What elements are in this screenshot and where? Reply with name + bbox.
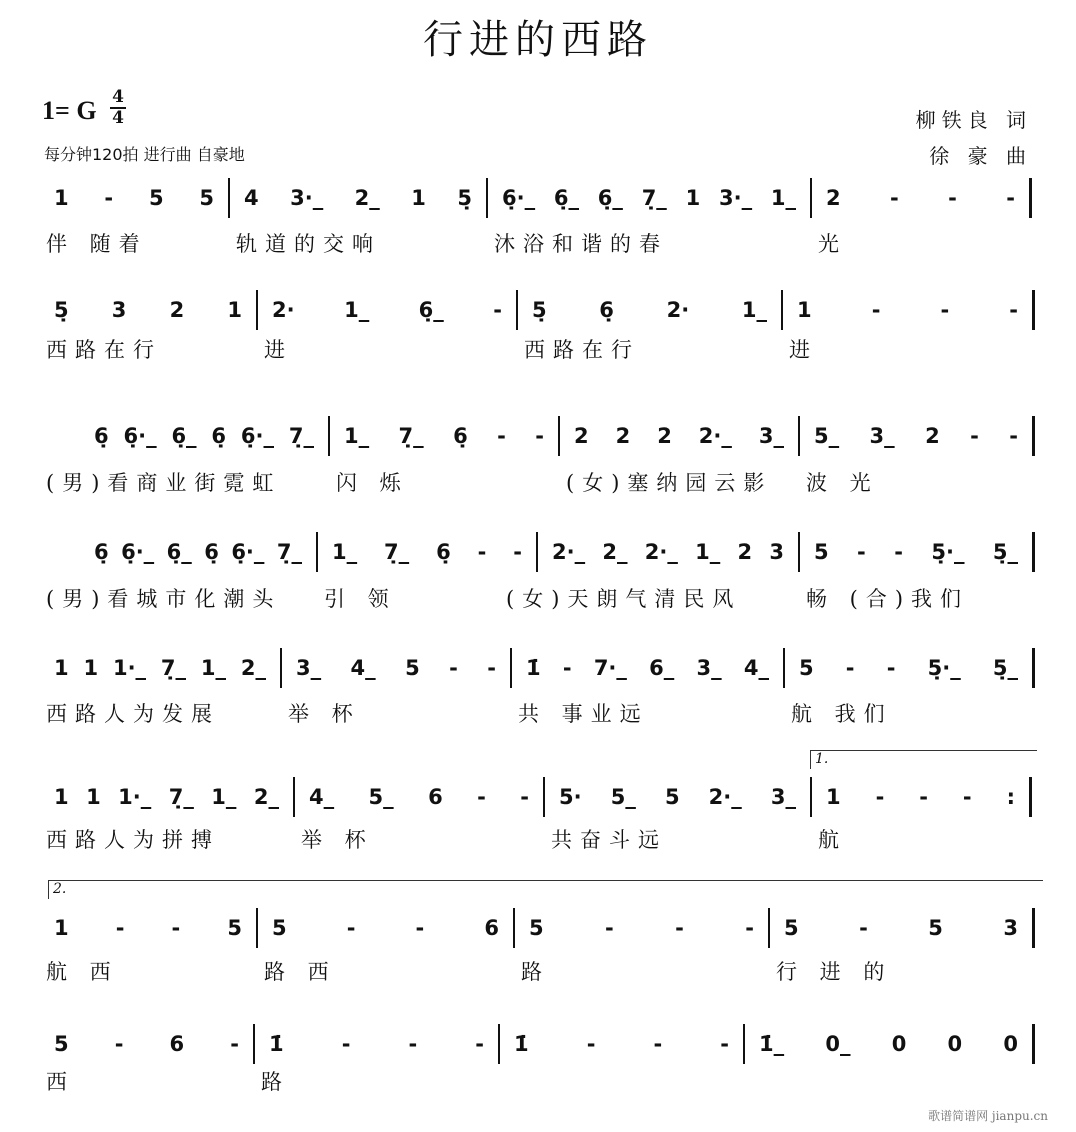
- lyric-segment: 沐浴和谐的春: [494, 232, 668, 256]
- measure: 1̇ - - -: [255, 1024, 500, 1064]
- measure: 4 3·_ 2_ 1 5̣: [230, 178, 488, 218]
- lyric-segment: 西路人为拼搏: [46, 828, 220, 852]
- measure: 1_ 7̣_ 6̣ - -: [330, 416, 560, 456]
- lyric-segment: 轨道的交响: [236, 232, 381, 256]
- notes-row: [40, 1024, 1035, 1064]
- lyric-segment: 西路在行: [524, 338, 640, 362]
- measure: 5 - - -: [515, 908, 770, 948]
- lyric-segment: 波 光: [806, 471, 879, 495]
- measure: 4_ 5_ 6 - -: [295, 777, 545, 817]
- lyric-segment: [745, 1066, 1035, 1096]
- lyric-segment: 西: [46, 1070, 75, 1094]
- measure: 1̇ - 7·_ 6_ 3_ 4_: [512, 648, 785, 688]
- measure: 5̣ 6̣ 2· 1_: [518, 290, 783, 330]
- watermark: 歌谱简谱网 jianpu.cn: [928, 1109, 1048, 1123]
- time-signature: [110, 88, 126, 128]
- lyric-segment: 航: [818, 828, 847, 852]
- lyric-segment: 西路在行: [46, 338, 162, 362]
- measure: 1 - 5 5: [40, 178, 230, 218]
- measure: 2 2 2 2·_ 3_: [560, 416, 800, 456]
- notes-row: [80, 532, 1035, 572]
- lyrics-row: [40, 334, 1035, 364]
- lyric-segment: (男)看商业街霓虹: [46, 471, 282, 495]
- key-signature: 1= G: [42, 96, 97, 125]
- lyric-segment: 举 杯: [288, 702, 361, 726]
- measure: 5 - 6 -: [40, 1024, 255, 1064]
- measure: 2· 1_ 6̣_ -: [258, 290, 518, 330]
- lyric-segment: [500, 1066, 745, 1096]
- lyrics-row: [40, 467, 1035, 497]
- measure: 6̣·_ 6̣_ 6̣_ 7̣_ 1 3·_ 1_: [488, 178, 812, 218]
- measure: 3_ 4_ 5 - -: [282, 648, 512, 688]
- measure: 1 - - - :: [812, 777, 1032, 817]
- lyric-segment: 共 事业远: [518, 702, 649, 726]
- measure: 5̣ 3 2 1: [40, 290, 258, 330]
- measure: 6̣ 6̣·_ 6̣_ 6̣ 6̣·_ 7̣_: [80, 532, 318, 572]
- notes-row: [40, 290, 1035, 330]
- lyric-segment: 路: [521, 960, 550, 984]
- lyric-segment: 路: [261, 1070, 290, 1094]
- time-top: 4: [112, 87, 124, 107]
- lyric-segment: 西路人为发展: [46, 702, 220, 726]
- time-bottom: 4: [112, 108, 124, 128]
- measure: 5 - - 5̣·_ 5̣_: [785, 648, 1035, 688]
- lyric-segment: 进: [264, 338, 293, 362]
- measure: 1̇ - - -: [500, 1024, 745, 1064]
- notes-row: [40, 908, 1035, 948]
- measure: 5 - - 5̣·_ 5̣_: [800, 532, 1035, 572]
- lyric-segment: (女)天朗气清民风: [506, 587, 742, 611]
- lyric-segment: 共奋斗远: [551, 828, 667, 852]
- notes-row: [40, 777, 1032, 817]
- measure: 5_ 3_ 2 - -: [800, 416, 1035, 456]
- measure: 6̣ 6̣·_ 6̣_ 6̣ 6̣·_ 7̣_: [80, 416, 330, 456]
- measure: 1 - - -: [783, 290, 1035, 330]
- notes-row: [40, 178, 1032, 218]
- lyric-segment: (女)塞纳园云影: [566, 471, 773, 495]
- measure: 1 1 1·_ 7̣_ 1_ 2_: [40, 648, 282, 688]
- measure: 1 - - 5: [40, 908, 258, 948]
- lyric-segment: 光: [818, 232, 847, 256]
- lyric-segment: 引 领: [324, 587, 397, 611]
- lyric-segment: 闪 烁: [336, 471, 409, 495]
- measure: 5 - 5 3: [770, 908, 1035, 948]
- lyric-segment: 伴 随着: [46, 232, 148, 256]
- lyric-segment: 航 西: [46, 960, 119, 984]
- measure: 2·_ 2_ 2·_ 1_ 2 3: [538, 532, 800, 572]
- lyric-segment: 路 西: [264, 960, 337, 984]
- measure: 5 - - 6: [258, 908, 515, 948]
- tempo-marking: 每分钟120拍 进行曲 自豪地: [44, 145, 245, 164]
- lyrics-row: [40, 956, 1035, 986]
- composer: 徐 豪 曲: [929, 144, 1032, 168]
- measure: 2 - - -: [812, 178, 1032, 218]
- measure: 5· 5_ 5 2·_ 3_: [545, 777, 812, 817]
- notes-row: [80, 416, 1035, 456]
- measure: 1 1 1·_ 7̣_ 1_ 2_: [40, 777, 295, 817]
- lyric-segment: 举 杯: [301, 828, 374, 852]
- measure: 1̇_ 0_ 0 0 0: [745, 1024, 1035, 1064]
- lyrics-row: [40, 228, 1032, 258]
- lyrics-row: [40, 824, 1032, 854]
- measure: 1_ 7̣_ 6̣ - -: [318, 532, 538, 572]
- lyric-segment: 畅 (合)我们: [806, 587, 970, 611]
- lyric-segment: 行 进 的: [776, 960, 893, 984]
- lyric-segment: 进: [789, 338, 818, 362]
- lyrics-row: [40, 1066, 1035, 1096]
- notes-row: [40, 648, 1035, 688]
- lyricist: 柳铁良 词: [915, 108, 1032, 132]
- lyrics-row: [40, 698, 1035, 728]
- lyric-segment: (男)看城市化潮头: [46, 587, 282, 611]
- lyric-segment: 航 我们: [791, 702, 893, 726]
- song-title: 行进的西路: [423, 17, 653, 63]
- volta-1: 1.: [810, 750, 1037, 769]
- volta-2: 2.: [48, 880, 1043, 899]
- lyrics-row: [40, 583, 1035, 613]
